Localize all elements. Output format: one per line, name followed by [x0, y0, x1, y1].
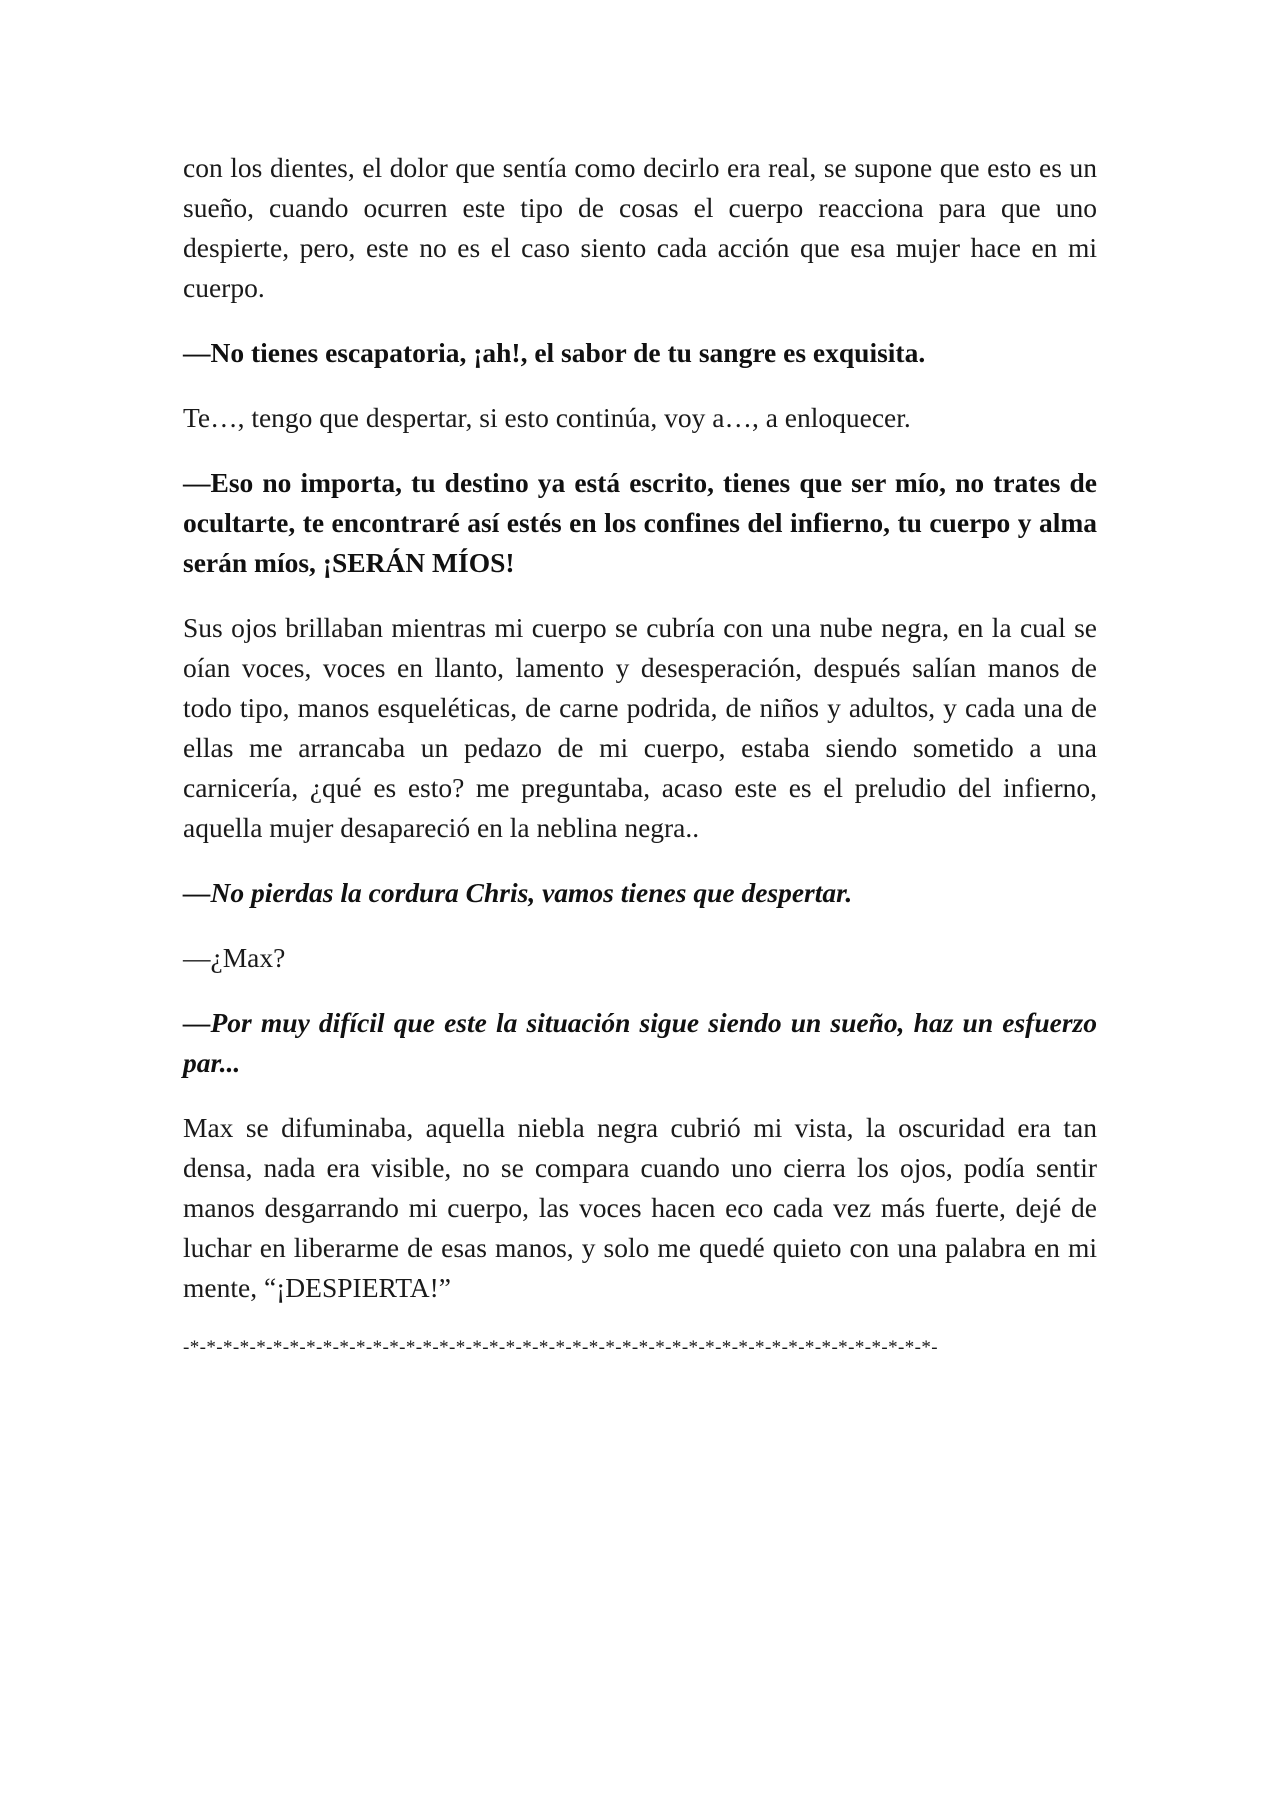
narrative-paragraph: Sus ojos brillaban mientras mi cuerpo se cubría con una nube negra, en la cual se oían voces, voces en llanto, lamento y desesperación, después salían manos de todo tipo, manos esqueléticas, de carne podrida, de niños y adultos, y cada una de ellas me arrancaba un pedazo de mi cuerpo, estaba siendo sometido a una carnicería, ¿qué es esto? me preguntaba, acaso este es el preludio del infierno, aquella mujer desapareció en la neblina negra..	[183, 612, 1097, 843]
dialogue-line-italic: —No pierdas la cordura Chris, vamos tienes que despertar.	[183, 877, 853, 908]
narrative-paragraph: Te…, tengo que despertar, si esto continúa, voy a…, a enloquecer.	[183, 402, 911, 433]
section-separator: -*-*-*-*-*-*-*-*-*-*-*-*-*-*-*-*-*-*-*-*-*-*-*-*-*-*-*-*-*-*-*-*-*-*-*-*-*-*-*-*-*-*-*-*-*-	[183, 1337, 938, 1358]
narrative-paragraph: Max se difuminaba, aquella niebla negra cubrió mi vista, la oscuridad era tan densa, nada era visible, no se compara cuando uno cierra los ojos, podía sentir manos desgarrando mi cuerpo, las voces hacen eco cada vez más fuerte, dejé de luchar en liberarme de esas manos, y solo me quedé quieto con una palabra en mi mente, “¡DESPIERTA!”	[183, 1112, 1097, 1303]
narrative-paragraph: con los dientes, el dolor que sentía como decirlo era real, se supone que esto es un sueño, cuando ocurren este tipo de cosas el cuerpo reacciona para que uno despierte, pero, este no es el caso siento cada acción que esa mujer hace en mi cuerpo.	[183, 152, 1097, 303]
document-body	[183, 148, 1097, 1363]
dialogue-line-bold: —No tienes escapatoria, ¡ah!, el sabor de tu sangre es exquisita.	[183, 337, 926, 368]
dialogue-line-italic: —Por muy difícil que este la situación sigue siendo un sueño, haz un esfuerzo par...	[183, 1007, 1097, 1078]
dialogue-line: —¿Max?	[183, 942, 286, 973]
dialogue-line-bold: —Eso no importa, tu destino ya está escrito, tienes que ser mío, no trates de ocultarte, te encontraré así estés en los confines del infierno, tu cuerpo y alma serán míos, ¡SERÁN MÍOS!	[183, 467, 1097, 578]
